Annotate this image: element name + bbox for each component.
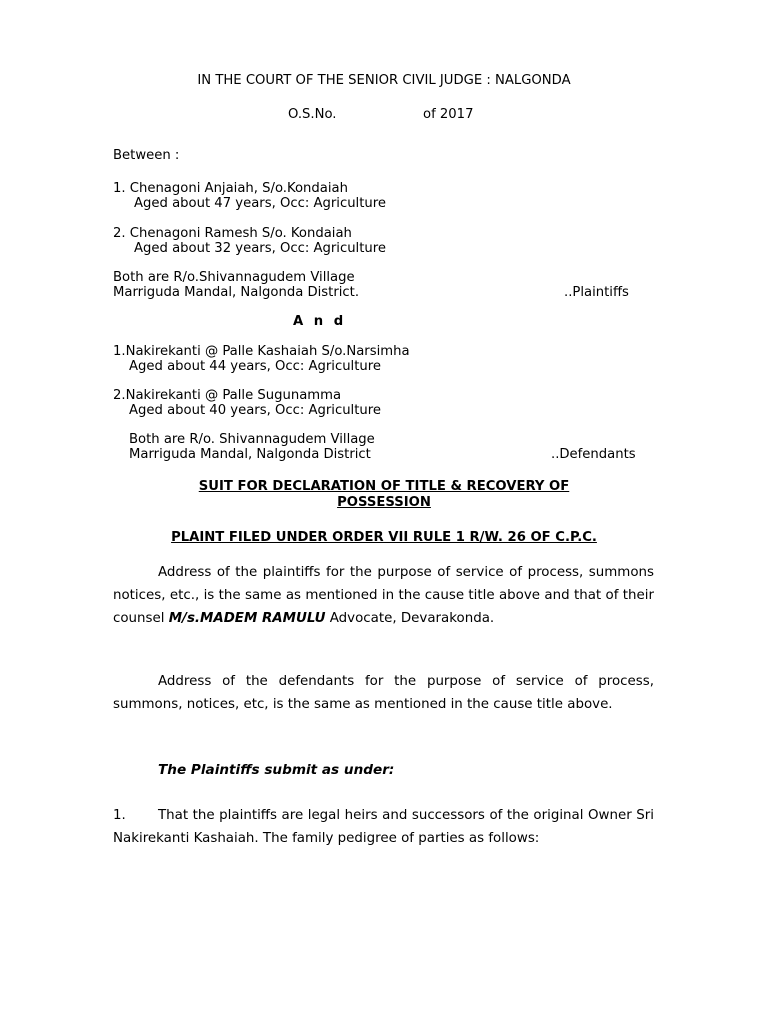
point-1-text: That the plaintiffs are legal heirs and successors of the original Owner Sri Nakirekanti Kashaiah. The family pedigree of parties as follows: xyxy=(113,808,654,846)
defendants-residence-line2: Marriguda Mandal, Nalgonda District xyxy=(129,447,371,462)
defendants-address-paragraph xyxy=(113,670,654,716)
plaintiffs-role-label: ..Plaintiffs xyxy=(564,285,629,300)
counsel-name: M/s.MADEM RAMULU xyxy=(168,611,326,626)
suit-title-line1: SUIT FOR DECLARATION OF TITLE & RECOVERY OF xyxy=(198,479,570,494)
plaintiffs-address-paragraph xyxy=(113,561,654,630)
defendant-1-details: Aged about 44 years, Occ: Agriculture xyxy=(129,359,381,374)
submission-heading: The Plaintiffs submit as under: xyxy=(158,762,395,778)
defendants-residence-line1: Both are R/o. Shivannagudem Village xyxy=(129,432,375,447)
plaintiff-1-name: 1. Chenagoni Anjaiah, S/o.Kondaiah xyxy=(113,181,348,196)
plaintiffs-address-text-end: Advocate, Devarakonda. xyxy=(325,611,495,626)
point-1-number: 1. xyxy=(113,808,126,823)
defendants-address-text: Address of the defendants for the purpose of service of process, summons, notices, etc, is the same as mentioned in the cause title above. xyxy=(113,674,654,712)
plaintiff-2-name: 2. Chenagoni Ramesh S/o. Kondaiah xyxy=(113,226,352,241)
plaintiffs-address-text: Address of the plaintiffs for the purpose of service of process, summons notices, etc., is the same as mentioned in the cause title above and that of their counsel xyxy=(113,565,654,626)
defendants-role-label: ..Defendants xyxy=(551,447,636,462)
point-1-paragraph xyxy=(113,804,654,850)
court-heading: IN THE COURT OF THE SENIOR CIVIL JUDGE : NALGONDA xyxy=(197,73,571,88)
plaint-heading: PLAINT FILED UNDER ORDER VII RULE 1 R/W. 26 OF C.P.C. xyxy=(171,530,597,545)
suit-title-line2: POSSESSION xyxy=(337,495,431,510)
defendant-2-details: Aged about 40 years, Occ: Agriculture xyxy=(129,403,381,418)
suit-number-label: O.S.No. xyxy=(288,107,337,122)
plaintiffs-residence-line2: Marriguda Mandal, Nalgonda District. xyxy=(113,285,360,300)
suit-number-year: of 2017 xyxy=(423,107,474,122)
between-label: Between : xyxy=(113,148,180,163)
and-separator: A n d xyxy=(293,314,347,329)
defendant-2-name: 2.Nakirekanti @ Palle Sugunamma xyxy=(113,388,342,403)
defendant-1-name: 1.Nakirekanti @ Palle Kashaiah S/o.Narsimha xyxy=(113,344,410,359)
plaintiff-2-details: Aged about 32 years, Occ: Agriculture xyxy=(134,241,386,256)
plaintiff-1-details: Aged about 47 years, Occ: Agriculture xyxy=(134,196,386,211)
plaintiffs-residence-line1: Both are R/o.Shivannagudem Village xyxy=(113,270,355,285)
